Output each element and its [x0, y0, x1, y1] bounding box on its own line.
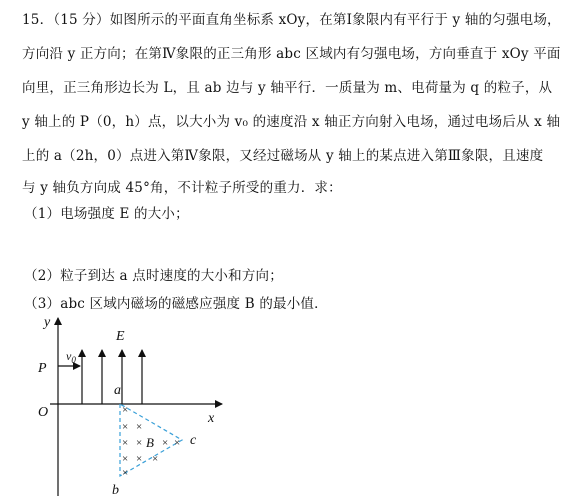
- field-e-label: E: [116, 329, 125, 344]
- field-mark: ×: [122, 421, 129, 433]
- velocity-label: [66, 349, 76, 365]
- physics-diagram: [22, 312, 242, 500]
- field-mark: ×: [152, 453, 159, 465]
- field-mark: ×: [162, 437, 169, 449]
- field-mark: ×: [122, 467, 129, 479]
- velocity-subscript: 0: [71, 355, 76, 365]
- field-b-label: B: [146, 435, 154, 450]
- field-mark: ×: [136, 437, 143, 449]
- problem-line-2: 方向沿 y 正方向；在第Ⅳ象限的正三角形 abc 区域内有匀强电场，方向垂直于 xOy 平面: [22, 46, 561, 62]
- field-mark: ×: [174, 437, 181, 449]
- problem-line-1: 15．（15 分）如图所示的平面直角坐标系 xOy，在第Ⅰ象限内有平行于 y 轴的匀强电场，: [22, 12, 561, 28]
- y-axis-label: y: [44, 315, 51, 330]
- field-mark: ×: [122, 437, 129, 449]
- question-2: （2）粒子到达 a 点时速度的大小和方向；: [24, 268, 283, 284]
- question-3: （3）abc 区域内磁场的磁感应强度 B 的最小值．: [24, 296, 328, 312]
- point-b-label: b: [112, 483, 119, 498]
- problem-line-4: y 轴上的 P（0，h）点，以大小为 v₀ 的速度沿 x 轴正方向射入电场，通过电场后从 x 轴: [22, 114, 561, 130]
- velocity-symbol: v: [66, 349, 72, 363]
- question-1: （1）电场强度 E 的大小；: [24, 206, 189, 222]
- field-mark: ×: [122, 404, 129, 416]
- point-c-label: c: [190, 433, 197, 448]
- point-a-label: a: [114, 383, 121, 398]
- problem-line-3: 向里，正三角形边长为 L，且 ab 边与 y 轴平行．一质量为 m、电荷量为 q 的粒子，从: [22, 80, 553, 96]
- field-mark: ×: [136, 453, 143, 465]
- problem-line-5: 上的 a（2h，0）点进入第Ⅳ象限，又经过磁场从 y 轴上的某点进入第Ⅲ象限，且速度: [22, 148, 544, 164]
- field-mark: ×: [136, 421, 143, 433]
- field-mark: ×: [122, 453, 129, 465]
- x-axis-label: x: [208, 411, 215, 426]
- problem-line-6: 与 y 轴负方向成 45°角，不计粒子所受的重力．求：: [22, 180, 342, 196]
- origin-label: O: [38, 405, 49, 420]
- point-p-label: P: [38, 361, 47, 376]
